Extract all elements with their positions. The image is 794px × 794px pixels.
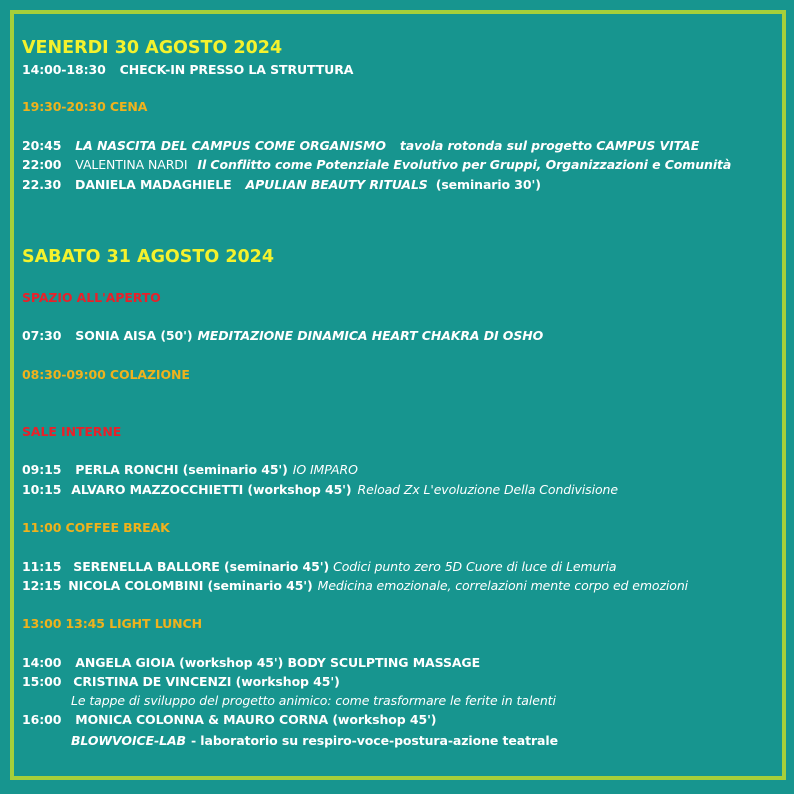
time: 09:15 — [22, 462, 62, 477]
session-title: Le tappe di sviluppo del progetto animico: come trasformare le ferite in talenti — [71, 693, 556, 708]
speaker: DANIELA MADAGHIELE — [75, 177, 232, 192]
session-title: IO IMPARO — [292, 462, 358, 477]
time: 15:00 — [22, 674, 62, 689]
session-title: Codici punto zero 5D Cuore di luce di Lemuria — [333, 559, 617, 574]
session-detail: tavola rotonda sul progetto CAMPUS VITAE — [399, 138, 700, 153]
schedule-row — [22, 138, 699, 154]
friday-checkin — [22, 62, 353, 78]
speaker: SERENELLA BALLORE (seminario 45') — [73, 559, 330, 574]
speaker: MONICA COLONNA & MAURO CORNA (workshop 45') — [75, 712, 437, 727]
time: 07:30 — [22, 328, 62, 343]
schedule-row — [22, 578, 688, 594]
time: 14:00 — [22, 655, 62, 670]
session-title: Il Conflitto come Potenziale Evolutivo per Gruppi, Organizzazioni e Comunità — [197, 157, 732, 172]
schedule-row — [22, 559, 616, 575]
schedule-row — [22, 328, 543, 344]
time: 22:00 — [22, 157, 62, 172]
session-title: MEDITAZIONE DINAMICA HEART CHAKRA DI OSHO — [197, 328, 544, 343]
time: 12:15 — [22, 578, 62, 593]
checkin-time: 14:00-18:30 — [22, 62, 106, 77]
speaker: ALVARO MAZZOCCHIETTI (workshop 45') — [71, 482, 352, 497]
speaker: PERLA RONCHI (seminario 45') — [75, 462, 288, 477]
schedule-row — [22, 712, 436, 728]
light-lunch: 13:00 13:45 LIGHT LUNCH — [22, 616, 202, 631]
friday-dinner: 19:30-20:30 CENA — [22, 99, 148, 114]
schedule-row — [22, 655, 480, 671]
saturday-title: SABATO 31 AGOSTO 2024 — [22, 247, 275, 267]
friday-title: VENERDI 30 AGOSTO 2024 — [22, 38, 283, 58]
schedule-row — [22, 177, 541, 193]
session-detail: - laboratorio su respiro-voce-postura-azione teatrale — [190, 733, 558, 748]
session-title: Medicina emozionale, correlazioni mente corpo ed emozioni — [317, 578, 689, 593]
time: 11:15 — [22, 559, 62, 574]
session-title: BLOWVOICE-LAB — [71, 733, 186, 748]
session-title: LA NASCITA DEL CAMPUS COME ORGANISMO — [75, 138, 386, 153]
outdoor-section-label: SPAZIO ALL'APERTO — [22, 290, 161, 305]
time: 22.30 — [22, 177, 62, 192]
schedule-row — [71, 733, 558, 749]
checkin-text: CHECK-IN PRESSO LA STRUTTURA — [119, 62, 354, 77]
speaker: CRISTINA DE VINCENZI (workshop 45') — [73, 674, 340, 689]
time: 10:15 — [22, 482, 62, 497]
speaker: ANGELA GIOIA (workshop 45') BODY SCULPTING MASSAGE — [75, 655, 481, 670]
schedule-row — [22, 157, 731, 173]
schedule-row — [22, 482, 618, 498]
session-title: APULIAN BEAUTY RITUALS — [245, 177, 428, 192]
speaker: NICOLA COLOMBINI (seminario 45') — [68, 578, 313, 593]
speaker: VALENTINA NARDI — [75, 157, 188, 172]
coffee-break: 11:00 COFFEE BREAK — [22, 520, 170, 535]
schedule-row — [22, 674, 340, 690]
session-title: Reload Zx L'evoluzione Della Condivisione — [357, 482, 618, 497]
time: 16:00 — [22, 712, 62, 727]
speaker: SONIA AISA (50') — [75, 328, 193, 343]
session-detail: (seminario 30') — [435, 177, 541, 192]
indoor-section-label: SALE INTERNE — [22, 424, 122, 439]
schedule-row — [22, 462, 358, 478]
time: 20:45 — [22, 138, 62, 153]
breakfast: 08:30-09:00 COLAZIONE — [22, 367, 190, 382]
